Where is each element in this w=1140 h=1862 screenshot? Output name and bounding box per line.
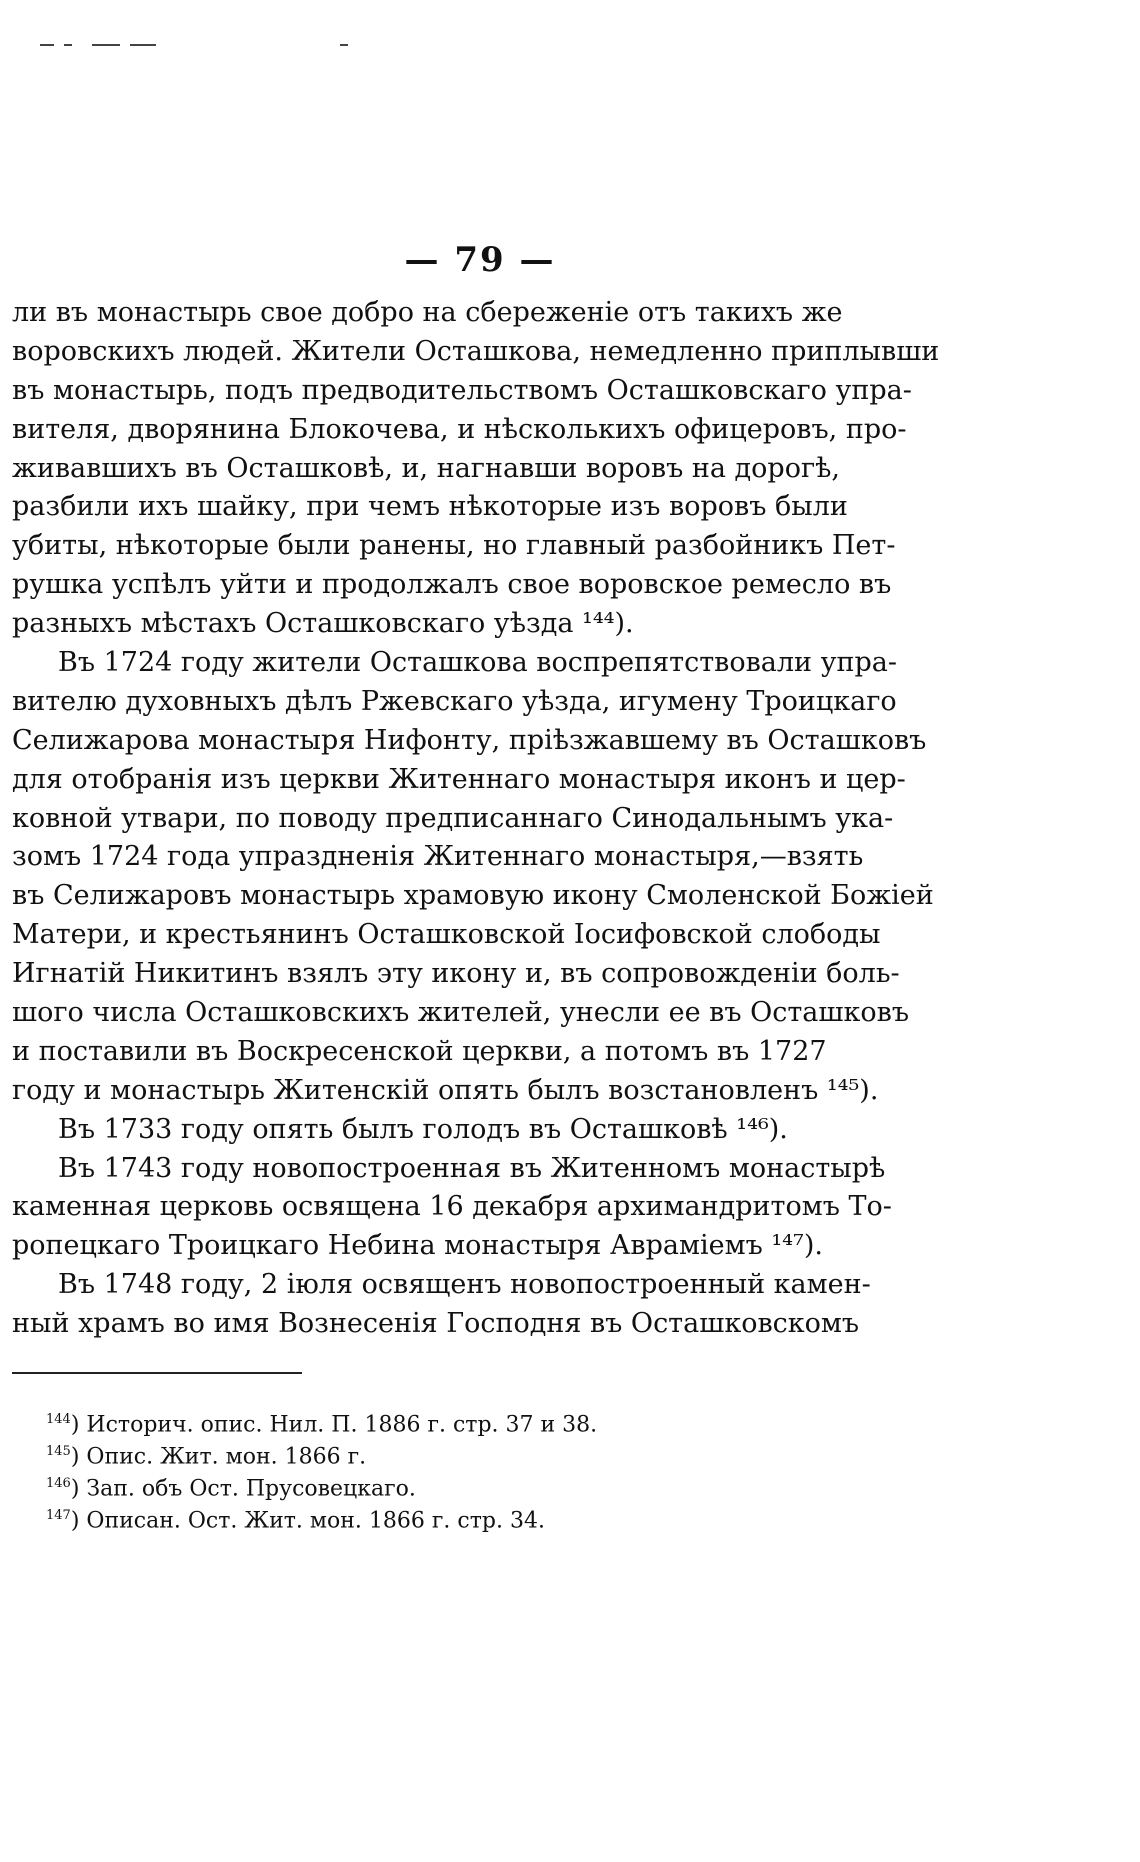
footnote-paren: ) (70, 1412, 87, 1438)
footnote-item (46, 1436, 746, 1468)
text-line: разныхъ мѣстахъ Осташковскаго уѣзда ¹⁴⁴). (12, 608, 634, 640)
text-line: воровскихъ людей. Жители Осташкова, немедленно приплывши (12, 335, 940, 367)
footnote-rule (12, 1372, 302, 1374)
text-line: для отобранія изъ церкви Житеннаго монастыря иконъ и цер- (12, 763, 906, 795)
footnote-number: 147 (46, 1508, 71, 1523)
text-line: ковной утвари, по поводу предписаннаго Синодальнымъ ука- (12, 802, 894, 834)
text-line: ли въ монастырь свое добро на сбереженіе отъ такихъ же (12, 297, 843, 328)
text-line: Матери, и крестьянинъ Осташковской Іосифовской слободы (12, 919, 881, 951)
footnote-text: Зап. объ Ост. Прусовецкаго. (86, 1476, 416, 1502)
text-line: Въ 1733 году опять былъ голодъ въ Осташковѣ ¹⁴⁶). (58, 1113, 788, 1145)
footnote-number: 145 (46, 1444, 71, 1459)
text-line: шого числа Осташковскихъ жителей, унесли ее въ Осташковъ (12, 997, 909, 1029)
footnote-number: 144 (46, 1412, 71, 1427)
footnote-text: Описан. Ост. Жит. мон. 1866 г. стр. 34. (86, 1508, 545, 1534)
footnote-item (46, 1468, 746, 1500)
text-line: вителю духовныхъ дѣлъ Ржевскаго уѣзда, игумену Троицкаго (12, 685, 897, 717)
text-line: Въ 1724 году жители Осташкова воспрепятствовали упра- (58, 647, 898, 679)
page-number: — 79 — (404, 240, 556, 280)
text-line: ропецкаго Троицкаго Небина монастыря Авраміемъ ¹⁴⁷). (12, 1230, 823, 1262)
footnote-paren: ) (70, 1508, 87, 1534)
footnote-paren: ) (70, 1476, 87, 1502)
text-line: каменная церковь освящена 16 декабря архимандритомъ То- (12, 1191, 892, 1223)
footnote-item (46, 1500, 746, 1532)
footnote-text: Опис. Жит. мон. 1866 г. (86, 1444, 367, 1470)
text-line: зомъ 1724 года упраздненія Житеннаго монастыря,—взять (12, 841, 864, 873)
text-line: Въ 1743 году новопостроенная въ Житенномъ монастырѣ (58, 1152, 886, 1184)
footnote-text: Историч. опис. Нил. П. 1886 г. стр. 37 и 38. (86, 1412, 598, 1438)
text-line: Игнатій Никитинъ взялъ эту икону и, въ сопровожденіи боль- (12, 958, 900, 990)
text-line: вителя, дворянина Блокочева, и нѣсколькихъ офицеровъ, про- (12, 413, 907, 445)
body-text (12, 294, 940, 1344)
text-line: ный храмъ во имя Вознесенія Господня въ Осташковскомъ (12, 1308, 860, 1340)
text-line: въ Селижаровъ монастырь храмовую икону Смоленской Божіей (12, 880, 934, 912)
text-line: Въ 1748 году, 2 іюля освященъ новопостроенный камен- (58, 1269, 871, 1301)
footnotes (46, 1404, 746, 1532)
text-line: и поставили въ Воскресенской церкви, а потомъ въ 1727 (12, 1035, 827, 1067)
footnote-item (46, 1404, 746, 1436)
top-scan-marks (40, 42, 420, 48)
text-line: Селижарова монастыря Нифонту, пріѣзжавшему въ Осташковъ (12, 724, 927, 756)
text-line: году и монастырь Житенскій опять былъ возстановленъ ¹⁴⁵). (12, 1074, 879, 1106)
footnote-paren: ) (70, 1444, 87, 1470)
text-line: убиты, нѣкоторые были ранены, но главный разбойникъ Пет- (12, 530, 896, 562)
text-line: рушка успѣлъ уйти и продолжалъ свое воровское ремесло въ (12, 569, 892, 601)
footnote-number: 146 (46, 1476, 71, 1491)
text-line: разбили ихъ шайку, при чемъ нѣкоторые изъ воровъ были (12, 491, 848, 523)
text-line: въ монастырь, подъ предводительствомъ Осташковскаго упра- (12, 374, 912, 406)
text-line: живавшихъ въ Осташковѣ, и, нагнавши воровъ на дорогѣ, (12, 452, 840, 484)
